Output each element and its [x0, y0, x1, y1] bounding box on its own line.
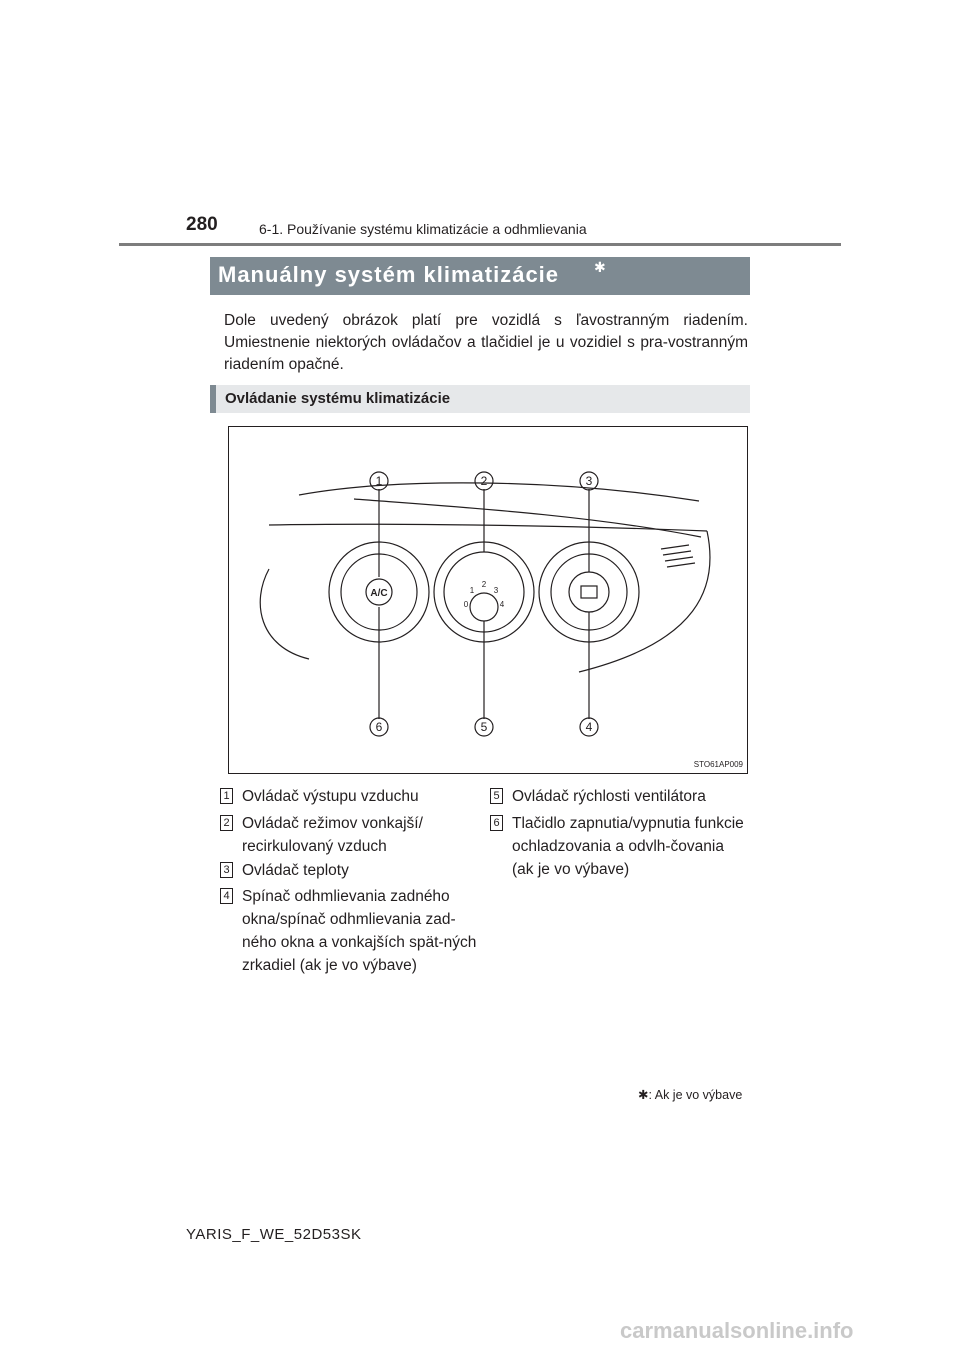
dash-top-curve [299, 483, 699, 501]
legend-num-1: 1 [220, 788, 233, 804]
legend-num-5: 5 [490, 788, 503, 804]
footnote: ✱: Ak je vo výbave [638, 1088, 743, 1102]
legend-item-4: Spínač odhmlievania zadného okna/spínač odhmlievania zad-ného okna a vonkajších spät-ných zrkadiel (ak je vo výbave) [242, 888, 477, 974]
legend-item-3: Ovládač teploty [242, 862, 349, 879]
callout-4: 4 [585, 720, 593, 734]
section-title: Manuálny systém klimatizácie [218, 262, 560, 287]
vent-slits [661, 545, 695, 567]
dash-line [269, 524, 707, 531]
intro-paragraph: Dole uvedený obrázok platí pre vozidlá s ľavostranným riadením. Umiestnenie niektorých ovládačov a tlačidiel je u vozidiel s pra-vostranným riadením opačné. [224, 312, 748, 373]
panel-right-edge [579, 531, 710, 672]
document-code: YARIS_F_WE_52D53SK [186, 1226, 362, 1243]
watermark: carmanualsonline.info [620, 1318, 854, 1343]
chapter-title: 6-1. Používanie systému klimatizácie a odhmlievania [259, 221, 587, 237]
header-rule [119, 243, 841, 246]
legend-item-6: Tlačidlo zapnutia/vypnutia funkcie ochladzovania a odvlh-čovania (ak je vo výbave) [512, 815, 744, 878]
section-asterisk: ✱ [594, 259, 606, 275]
fan-speed-3: 3 [493, 586, 499, 595]
subsection-title: Ovládanie systému klimatizácie [225, 390, 451, 407]
figure-code: STO61AP009 [693, 760, 743, 769]
legend-item-1: Ovládač výstupu vzduchu [242, 788, 419, 805]
climate-panel-illustration [229, 427, 747, 773]
legend-num-3: 3 [220, 862, 233, 878]
callout-6: 6 [375, 720, 383, 734]
panel-left-edge [260, 569, 309, 659]
callout-3: 3 [585, 474, 593, 488]
legend-num-4: 4 [220, 888, 233, 904]
fan-speed-0: 0 [463, 600, 469, 609]
fan-speed-4: 4 [499, 600, 505, 609]
legend-item-5: Ovládač rýchlosti ventilátora [512, 788, 706, 805]
callout-5: 5 [480, 720, 488, 734]
legend-num-2: 2 [220, 815, 233, 831]
legend-num-6: 6 [490, 815, 503, 831]
climate-control-figure [228, 426, 748, 774]
subsection-heading [210, 385, 750, 413]
legend-item-2: Ovládač režimov vonkajší/ recirkulovaný vzduch [242, 815, 423, 855]
callout-2: 2 [480, 474, 488, 488]
ac-label: A/C [370, 588, 388, 599]
fan-speed-1: 1 [469, 586, 475, 595]
fan-speed-knob [444, 552, 524, 632]
page-number: 280 [186, 214, 218, 235]
defog-button [569, 572, 609, 612]
dash-trim-curve [354, 499, 701, 537]
callout-1: 1 [375, 474, 383, 488]
fan-speed-center [470, 593, 498, 621]
section-heading-bar [210, 257, 750, 295]
rear-defog-icon [581, 586, 597, 598]
fan-speed-2: 2 [481, 580, 487, 589]
